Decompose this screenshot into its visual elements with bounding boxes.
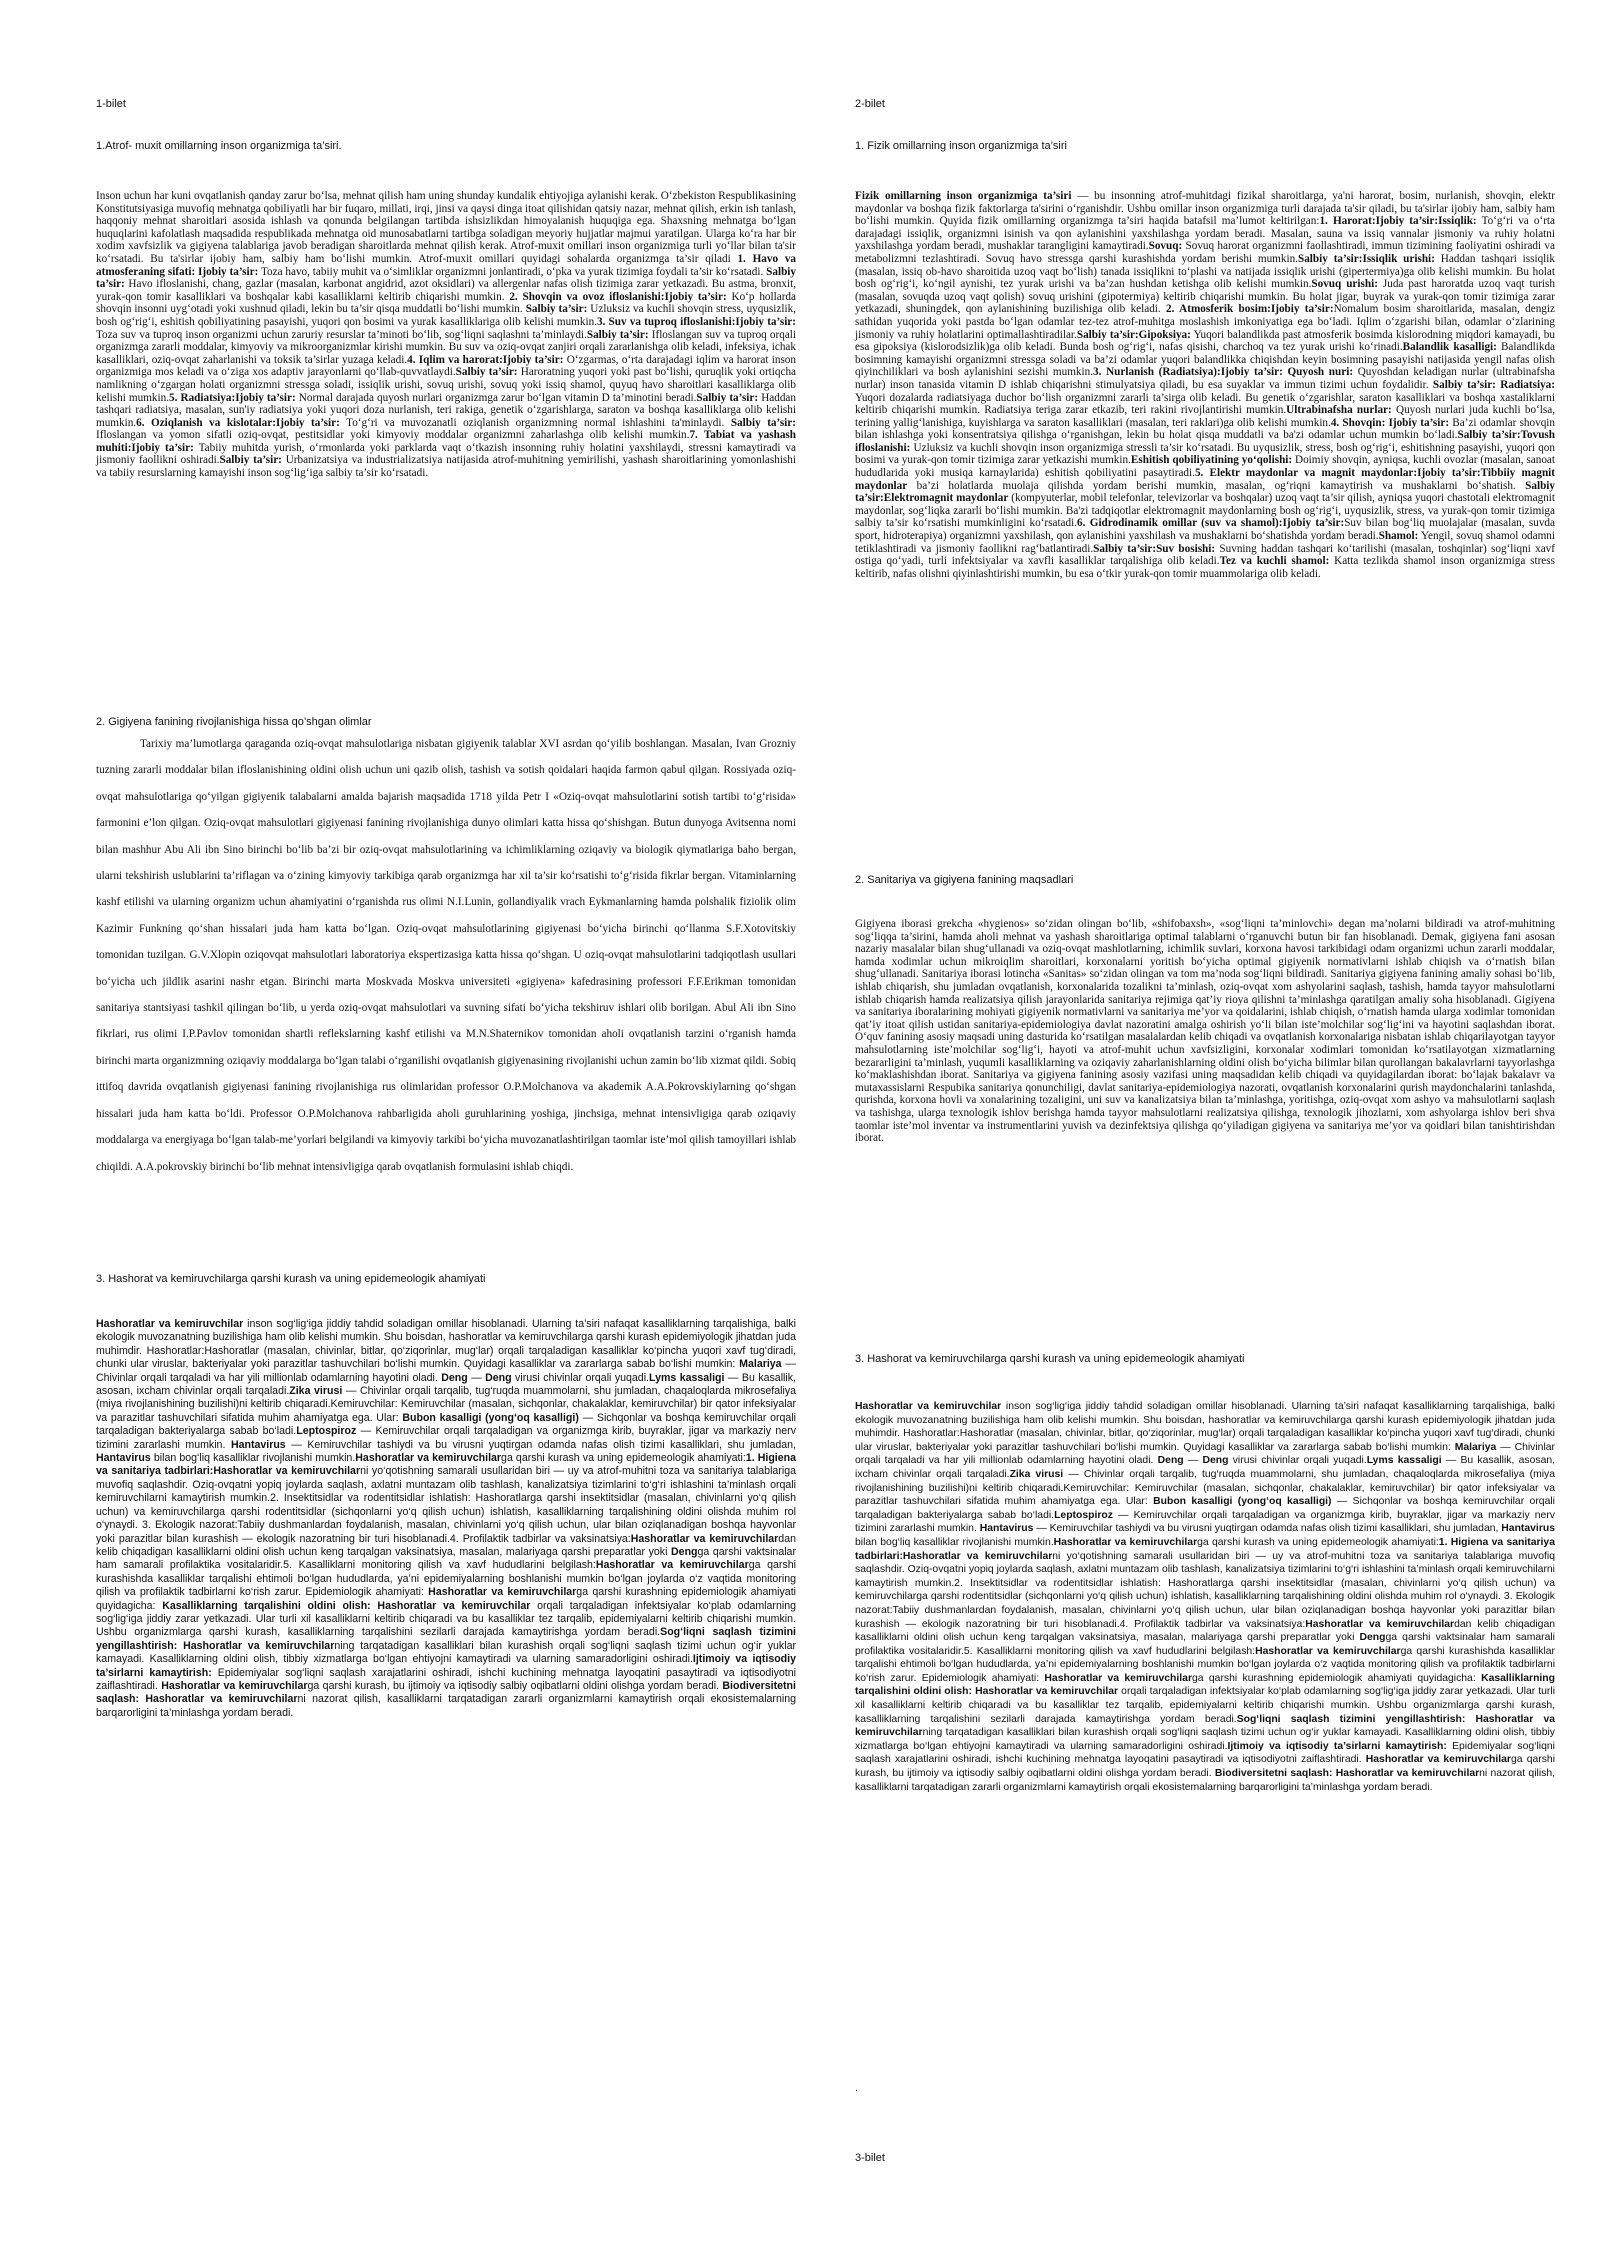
question-2-title: 2. Gigiyena fanining rivojlanishiga hissa qo’shgan olimlar (96, 716, 372, 728)
question-3-title: 3. Hashorat va kemiruvchilarga qarshi kurash va uning epidemeologik ahamiyati (855, 1353, 1245, 1365)
question-2-title: 2. Sanitariya va gigiyena fanining maqsadlari (855, 874, 1074, 886)
question-1-body: Fizik omillarning inson organizmiga ta’siri — bu insonning atrof-muhitdagi fizikal sharoitlarga, ya'ni harorat, bosim, nurlanish, shovqin, elektr maydonlar va boshqa fizik faktorlarga ta'sirini o‘rganishdir. Ushbu omillar inson organizmiga turli darajada ta'sir qiladi, bu ta'sirlar ijobiy ham, salbiy ham bo‘lishi mumkin. Quyida fizik omillarning organizmga ta’siri haqida batafsil ma’lumot keltirilgan:1. Harorat:Ijobiy ta’sir:Issiqlik: To‘g‘ri va o‘rta darajadagi issiqlik, organizmni isinish va qon aylanishini yaxshilashga yordam beradi. Masalan, sauna va issiq vannalar jismoniy va ruhiy holatni yaxshilashga yordam beradi, mushaklar tarangligini kamaytiradi.Sovuq: Sovuq harorat organizmni faollashtiradi, immun tizimining faoliyatini oshiradi va metabolizmni tezlashtiradi. Sovuq havo stressga qarshi kurashishda yordam berishi mumkin.Salbiy ta’sir:Issiqlik urishi: Haddan tashqari issiqlik (masalan, issiq ob-havo sharoitida uzoq vaqt bo‘lish) tanada issiqlikni to‘plashi va natijada issiqlik urishi (gipertermiya)ga olib kelishi mumkin. Bu holat bosh og‘rig‘i, ko‘ngil aynishi, tez yurak urishi va ba’zan hushdan ketishga olib kelishi mumkin.Sovuq urishi: Juda past haroratda uzoq vaqt turish (masalan, sovuqda uzoq vaqt qolish) sovuq urishini (gipotermiya) keltirib chiqarishi mumkin. Bu holat jigar, buyrak va yurak-qon tomir tizimiga zarar yetkazadi, shuningdek, qon aylanishining buzilishiga olib keladi. 2. Atmosferik bosim:Ijobiy ta’sir:Nomalum bosim sharoitlarida, masalan, dengiz sathidan yuqorida yoki pastda bo‘lgan odamlar tez-tez atrof-muhitga moslashish imkoniyatiga ega bo‘ladi. Iqlim o‘zgarishi bilan, odamlar o‘zlarining jismoniy va ruhiy holatlarini optimallashtiradilar.Salbiy ta’sir:Gipoksiya: Yuqori balandlikda past atmosferik bosimda kislorodning miqdori kamayadi, bu esa gipoksiya (kislorodsizlik)ga olib keladi. Bunda bosh og‘rig‘i, nafas qisishi, charchoq va tez yurak urishi ko‘rinadi.Balandlik kasalligi: Balandlikda bosimning kamayishi organizmni stressga soladi va ba’zi odamlar yuqori balandlikka chiqishdan keyin bosimning pasayishi natijasida yengil nafas olish qiyinchiliklari va bosh aylanishini sezishi mumkin.3. Nurlanish (Radiatsiya):Ijobiy ta’sir: Quyosh nuri: Quyoshdan keladigan nurlar (ultrabinafsha nurlar) inson tanasida vitamin D ishlab chiqarishni stimulyatsiya qiladi, bu esa suyaklar va immun tizimi uchun foydalidir. Salbiy ta’sir: Radiatsiya: Yuqori dozalarda radiatsiyaga duchor bo‘lish organizmni zararli ta’sirga olib keladi. Bu genetik o‘zgarishlar, saraton kasalliklari va boshqa xastaliklarni keltirib chiqarishi mumkin. Radiatsiya teriga zarar etkazib, teri rakini rivojlantirishi mumkin.Ultrabinafsha nurlar: Quyosh nurlari juda kuchli bo‘lsa, terining yallig‘lanishiga, kuyishlarga va saraton kasalliklari (masalan, teri raklari)ga olib kelishi mumkin.4. Shovqin: Ijobiy ta’sir: Ba’zi odamlar shovqin bilan ishlashga yoki konsentratsiya qilishga o‘rganishgan, lekin bu holat qisqa muddatli va ba'zi odamlar uchun mumkin bo‘ladi.Salbiy ta’sir:Tovush ifloslanishi: Uzluksiz va kuchli shovqin inson organizmiga stressli ta’sir ko‘rsatadi. Bu uyqusizlik, stress, bosh og‘rig‘i, eshitishning pasayishi, yuqori qon bosimi va yurak-qon tomir tizimiga zarar yetkazishi mumkin.Eshitish qobiliyatining yo‘qolishi: Doimiy shovqin, ayniqsa, kuchli ovozlar (masalan, sanoat hududlarida yoki musiqa karnaylarida) eshitish qobiliyatini pasaytiradi.5. Elektr maydonlar va magnit maydonlar:Ijobiy ta’sir:Tibbiiy magnit maydonlar ba’zi holatlarda muolaja qilishda yordam berishi mumkin, masalan, og‘riqni kamaytirish va mushaklarni bo‘shatish. Salbiy ta’sir:Elektromagnit maydonlar (kompyuterlar, mobil telefonlar, televizorlar va boshqalar) uzoq vaqt ta’sir qilish, ayniqsa yuqori chastotali elektromagnit maydonlar, sog‘liqka zararli bo‘lishi mumkin. Ba'zi tadqiqotlar elektromagnit maydonlarning bosh og‘rig‘i, uyqusizlik, stress, va yurak-qon tomir tizimiga salbiy ta’sir ko‘rsatishi mumkinligini ko‘rsatadi.6. Gidrodinamik omillar (suv va shamol):Ijobiy ta’sir:Suv bilan bog‘liq muolajalar (masalan, suvda sport, hidroterapiya) organizmni yaxshilash, qon aylanishini yaxshilash va mushaklarni bo‘shatishda yordam beradi.Shamol: Yengil, sovuq shamol odamni tetiklashtiradi va jismoniy faollikni rag‘batlantiradi.Salbiy ta’sir:Suv bosishi: Suvning haddan tashqari ko‘tarilishi (masalan, toshqinlar) sog‘liqni xavf ostiga qo‘yadi, turli infektsiyalar va xavfli kasalliklar tarqalishiga olib keladi.Tez va kuchli shamol: Katta tezlikda shamol inson organizmiga stress keltirib, nafas olishni qiyinlashtirishi mumkin, bu esa o‘tkir yurak-qon tomir muammolariga olib keladi. (855, 190, 1556, 580)
bilet-label-2: 2-bilet (855, 98, 885, 110)
question-1-title: 1.Atrof- muxit omillarning inson organizmiga ta’siri. (96, 140, 342, 152)
question-2-body: Tarixiy ma’lumotlarga qaraganda oziq-ovqat mahsulotlariga nisbatan gigiyenik talablar XVI asrdan qo‘yilib boshlangan. Masalan, Ivan Grozniy tuzning zararli moddalar bilan ifloslanishining oldini olish uchun uni qazib olish, tashish va sotish qoidalari haqida farmon qabul qilgan. Rossiyada oziq-ovqat mahsulotlariga qo‘yilgan gigiyenik talabalarni amalda bajarish maqsadida 1718 yilda Petr I «Oziq-ovqat mahsulotlarini sotish tartibi to‘g‘risida» farmonini e’lon qilgan. Oziq-ovqat mahsulotlari gigiyenasi fanining rivojlanishiga dunyo olimlari katta hissa qo‘shishgan. Butun dunyoga Avitsenna nomi bilan mashhur Abu Ali ibn Sino birinchi bo‘lib ba’zi bir oziq-ovqat mahsulotlarining va ichimliklarning oziqaviy va biologik qiymatlariga baho bergan, ularni tekshirish uslublarini ta’riflagan va o‘zining kimyoviy tarkibiga qarab organizmga har xil ta’sir ko‘rsatishi to‘g‘risida fikrlar bergan. Vitaminlarning kashf etilishi va ularning organizm uchun ahamiyatini o‘rganishda rus olimi N.I.Lunin, gollandiyalik vrach Eykmanlarning hamda polshalik fiziolik olim Kazimir Funkning qo‘shan hissalari juda ham katta bo‘lgan. Oziq-ovqat mahsulotlarining gigiyenasi bo‘yicha birinchi qo‘llanma S.F.Xotovitskiy tomonidan tuzilgan. G.V.Xlopin oziqovqat mahsulotlari laboratoriya ekspertizasiga katta hissa qo‘shgan. U oziq-ovqat mahsulotlarini tadqiqotlash usullari bo‘yicha uch jildlik asarini nashr etgan. Birinchi marta Moskvada Moskva universiteti «gigiyena» kafedrasining professori F.F.Erikman tomonidan sanitariya stantsiyasi tashkil qilingan bo‘lib, u yerda oziq-ovqat mahsulotlari va suvning sifati bo‘yicha tekshiruv ishlari olib borilgan. Abul Ali ibn Sino fikrlari, rus olimi I.P.Pavlov tomonidan shartli reflekslarning kashf etilishi va M.N.Shaternikov tomonidan aholi ovqatlanish tarzini o‘rganish hamda birinchi marta organizmning oziqaviy moddalarga bo‘lgan talabi o‘rganilishi ovqatlanish gigiyenasining rivojlanishi uchun zamin bo‘lib xizmat qildi. Sobiq ittifoq davrida ovqatlanish gigiyenasi fanining rivojlanishiga rus olimlaridan professor O.P.Molchanova va akademik A.A.Pokrovskiylarning qo‘shgan hissalari juda ham katta bo‘ldi. Professor O.P.Molchanova rahbarligida aholi guruhlarining yoshiga, jinchsiga, mehnat intensivligiga qarab oziqaviy moddalarga va energiyaga bo‘lgan talab-me’yorlari belgilandi va kimyoviy tarkibi bo‘yicha muvozanatlashtirilgan taomlar iste’mol qilish tamoyillari ishlab chiqildi. A.A.pokrovskiy birinchi bo‘lib mehnat intensivligiga qarab ovqatlanish formulasini ishlab chiqdi. (96, 738, 796, 1173)
stray-dot: . (855, 2082, 859, 2094)
bilet-label-1: 1-bilet (96, 98, 126, 110)
question-1-title: 1. Fizik omillarning inson organizmiga ta’siri (855, 140, 1067, 152)
question-2-body: Gigiyena iborasi grekcha «hygienos» so‘zidan olingan bo‘lib, «shifobaxsh», «sog‘liqni ta’minlovchi» degan ma’nolarni bildiradi va atrof-muhitning sog‘liqqa ta’sirini, hamda aholi mehnat va yashash sharoitlariga optimal talablarni o‘rganuvchi butun bir fan hisoblanadi. Demak, gigiyena fani asosan nazariy masalalar bilan shug‘ullanadi va oziq-ovqat mashlotlarning, ichimlik suvlari, korxona havosi tarkibidagi odam organizmi uchun zararli moddalar, hamda xodimlar uchun mikroiqlim sharoitlari, korxonalarni yoritish bo‘yicha optimal gigiyenik normativlarni ishlab chiqish va o‘rnatish bilan shug‘ullanadi. Sanitariya iborasi lotincha «Sanitas» so‘zidan olingan va tom ma’noda sog‘liqni bildiradi. Sanitariya gigiyena fanining amaliy sohasi bo‘lib, ishlab chiqarish, shu jumladan ovqatlanish, korxonalarida tozalikni ta’minlash, oziq-ovqat xom ashyolarini saqlash, tashish, hamda tayyor mahsulotlarni ishlab chiqarish hamda realizatsiya qilish jarayonlarida sanitariya rejimiga qat’iy rioya qilishni ta’minlashga qaratilgan amaliy soha hisoblanadi. Gigiyena va sanitariya iboralarining mohiyati gigiyenik normativlarni va sanitariya me’yor va qoidalarini, ishlab chiqish, o‘rnatish hamda ularga xodimlar tomonidan qat’iy itoat qilish ustidan sanitariya-epidemiologiya davlat nazoratini amalga oshirish yo‘li bilan iste’molchilar sog‘lig‘ini va hayotini saqlashdan iborat. O‘quv fanining asosiy maqsadi uning dasturida ko‘rsatilgan masalalardan kelib chiqadi va ovqatlanish korxonalariga nisbatan ishlab chiqarilayotgan tayyor mahsulotlarning iste’molchilar sog‘lig‘i, hayoti va atrof-muhit uchun xavfsizligini, korxonalar xodimlari tomonidan ko‘rsatilayotgan xizmatlarning bezararligini ta’minlash, yuqumli kasalliklarning va oziqaviy zaharlanishlarning oldini olish bo‘yicha bilimlar bilan qurollangan bakalavrlarni tayyorlashga ko‘maklashishdan iborat. Sanitariya va gigiyena fanining asosiy vazifasi uning maqsadidan kelib chiqadi va quyidagilardan iborat: bo‘lajak bakalavr va mutaxassislarni Respubika sanitariya qonunchiligi, davlat sanitariya-epidemiologiya nazorati, ovqatlanish korxonalarini qurish maydonchalarini tanlashda, qurishda, korxona hovli va xonalarining tozaligini, uni suv va kanalizatsiya bilan ta’minlashga, yoritishga, oziq-ovqat xom ashyo va mahsulotlarni saqlash va tashishga, ularga texnologik ishlov berishga hamda tayyor mahsulotlarni realizatsiya qilishga, texnologik jihozlarni, xom ashyolarga ishlov beri shva taomlar iste’mol inventar va instrumentlarini yuvish va dezinfektsiya qilishga qo‘yiladigan gigiyena va sanitariya me’yor va qoidlari bilan tanishtirishdan iborat. (855, 918, 1555, 1145)
question-3-title: 3. Hashorat va kemiruvchilarga qarshi kurash va uning epidemeologik ahamiyati (96, 1273, 486, 1285)
question-3-body: Hashoratlar va kemiruvchilar inson sog‘lig‘iga jiddiy tahdid soladigan omillar hisoblanadi. Ularning ta’siri nafaqat kasalliklarning tarqalishiga, balki ekologik muvozanatning buzilishiga ham olib kelishi mumkin. Shu boisdan, hashoratlar va kemiruvchilarga qarshi kurash epidemiyologik jihatdan juda muhimdir. Hashoratlar:Hashoratlar (masalan, chivinlar, bitlar, qo‘ziqorinlar, mug‘lar) orqali tarqaladigan kasalliklar ko‘pincha yuqori xavf tug‘diradi, chunki ular viruslar, bakteriyalar yoki parazitlar tashuvchilari bo‘lishi mumkin. Quyidagi kasalliklar va zararlarga sabab bo‘lishi mumkin: Malariya — Chivinlar orqali tarqaladi va har yili millionlab odamlarning hayotini oladi. Deng — Deng virusi chivinlar orqali yuqadi.Lyms kassaligi — Bu kasallik, asosan, ixcham chivinlar orqali tarqaladi.Zika virusi — Chivinlar orqali tarqalib, tug‘ruqda muammolarni, shu jumladan, chaqaloqlarda mikrosefaliya (miya rivojlanishining buzilishi)ni keltirib chiqaradi.Kemiruvchilar: Kemiruvchilar (masalan, sichqonlar, chakalaklar, kemiruvchilar) bir qator infeksiyalar va parazitlar tashuvchilari sifatida muhim ahamiyatga ega. Ular: Bubon kasalligi (yong‘oq kasalligi) — Sichqonlar va boshqa kemiruvchilar orqali tarqaladigan bakteriyalarga sabab bo‘ladi.Leptospiroz — Kemiruvchilar orqali tarqaladigan va organizmga kirib, buyraklar, jigar va markaziy nerv tizimini zararlashi mumkin. Hantavirus — Kemiruvchilar tashiydi va bu virusni yuqtirgan odamda nafas olish tizimi kasalliklari, shu jumladan, Hantavirus bilan bog‘liq kasalliklar rivojlanishi mumkin.Hashoratlar va kemiruvchilarga qarshi kurash va uning epidemeologik ahamiyati:1. Higiena va sanitariya tadbirlari:Hashoratlar va kemiruvchilarni yo‘qotishning samarali usullaridan biri — uy va atrof-muhitni toza va sanitariya talablariga muvofiq saqlashdir. Oziq-ovqatni yopiq joylarda saqlash, axlatni muntazam olib tashlash, kanalizatsiya tizimlarini to‘g‘ri ishlashini ta’minlash orqali kemiruvchilarni kamaytirish mumkin.2. Insektitsidlar va rodentitsidlar ishlatish: Hashoratlarga qarshi insektitsidlar (masalan, chivinlarni yo‘q qilish uchun) va kemiruvchilarga qarshi rodentitsidlar (sichqonlarni yo‘q qilish uchun) ishlatish, kasalliklarning tarqalishining oldini olishda muhim rol o‘ynaydi. 3. Ekologik nazorat:Tabiiy dushmanlardan foydalanish, masalan, chivinlarni yo‘q qilish uchun, ular bilan oziqlanadigan boshqa hayvonlar yoki parazitlar bilan kurashish — ekologik nazoratning bir turi hisoblanadi.4. Profilaktik tadbirlar va vaksinatsiya:Hashoratlar va kemiruvchilardan kelib chiqadigan kasalliklarni oldini olish uchun keng tarqalgan vaksinatsiya, masalan, malariyaga qarshi preparatlar yoki Dengga qarshi vaktsinalar ham samarali profilaktika vositalaridir.5. Kasalliklarni monitoring qilish va xavf hududlarini belgilash:Hashoratlar va kemiruvchilarga qarshi kurashishda kasalliklar tarqalishi ehtimoli bo‘lgan hududlarda, ya’ni epidemiyalarning boshlanishi mumkin bo‘lgan joylarda o‘z vaqtida monitoring qilish va profilaktik tadbirlarni ko‘rish zarur. Epidemiologik ahamiyati: Hashoratlar va kemiruvchilarga qarshi kurashning epidemiologik ahamiyati quyidagicha: Kasalliklarning tarqalishini oldini olish: Hashoratlar va kemiruvchilar orqali tarqaladigan infektsiyalar ko‘plab odamlarning sog‘lig‘iga jiddiy zarar yetkazadi. Ular turli xil kasalliklarni keltirib chiqaradi va bu kasalliklar tez tarqalib, epidemiyalarni keltirib chiqarishi mumkin. Ushbu organizmlarga qarshi kurash, kasalliklarning tarqalishini sezilarli darajada kamaytirishga yordam beradi.Sog‘liqni saqlash tizimini yengillashtirish: Hashoratlar va kemiruvchilarning tarqatadigan kasalliklari bilan kurashish orqali sog‘liqni saqlash tizimi uchun og‘ir yuklar kamayadi. Kasalliklarning oldini olish, tibbiy xizmatlarga bo‘lgan ehtiyojni kamaytiradi va ularning samaradorligini oshiradi.Ijtimoiy va iqtisodiy ta’sirlarni kamaytirish: Epidemiyalar sog‘liqni saqlash xarajatlarini oshiradi, ishchi kuchining mehnatga layoqatini pasaytiradi va iqtisodiyotni zaiflashtiradi. Hashoratlar va kemiruvchilarga qarshi kurash, bu ijtimoiy va iqtisodiy salbiy oqibatlarni oldini olishga yordam beradi. Biodiversitetni saqlash: Hashoratlar va kemiruvchilarni nazorat qilish, kasalliklarni tarqatadigan zararli organizmlarni kamaytirish orqali ekosistemalarning barqarorligini ta’minlashga yordam beradi. (96, 1318, 797, 1719)
question-1-body: Inson uchun har kuni ovqatlanish qanday zarur bo‘lsa, mehnat qilish ham uning shunday kundalik ehtiyojiga aylanishi kerak. O‘zbekiston Respublikasining Konstitutsiyasiga muvofiq mehnatga qobiliyatli har bir fuqaro, millati, irqi, jinsi va qaysi dinga itoat qilishidan qatsiy nazar, mehnat qilish, erkin ish tanlash, haqqoniy mehnat sharoitlari asosida ishlash va qonunda belgilangan tartibda ishsizlikdan himoyalanish huquqiga ega. Shaxsning mehnatga bo‘lgan huquqlarini kafolatlash maqsadida respublikada mehnatga oid munosabatlarni tartibga soladigan meyoriy hujjatlar majmui yaratilgan. Ularga ko‘ra har bir xodim xavfsizlik va gigiyena talablariga javob beradigan sharoitlarda mehnat qilish kerak. Atrof-muxit omillari inson organizmiga turli yo‘llar bilan ta'sir ko‘rsatadi. Bu ta'sirlar ijobiy ham, salbiy ham bo‘lishi mumkin. Atrof-muxit omillari quyidagi sohalarda organizmga ta’sir qiladi 1. Havo va atmosferaning sifati: Ijobiy ta’sir: Toza havo, tabiiy muhit va o‘simliklar organizmni jonlantiradi, o‘pka va yurak tizimiga foydali ta’sir ko‘rsatadi. Salbiy ta’sir: Havo ifloslanishi, chang, gazlar (masalan, karbonat angidrid, azot oksidlari) va allergenlar nafas olish tizimiga zarar yetkazadi. Bu astma, bronxit, yurak-qon tomir kasalliklari va boshqalar kabi kasalliklarni keltirib chiqarishi mumkin. 2. Shovqin va ovoz ifloslanishi:Ijobiy ta’sir: Ko‘p hollarda shovqin insonni uyg‘otadi yoki xushnud qiladi, lekin bu ta’sir qisqa muddatli bo‘lishi mumkin. Salbiy ta’sir: Uzluksiz va kuchli shovqin stress, uyqusizlik, bosh og‘rig‘i, eshitish qobiliyatining pasayishi, yuqori qon bosimi va yurak kasalliklariga olib kelishi mumkin.3. Suv va tuproq ifloslanishi:Ijobiy ta’sir: Toza suv va tuproq inson organizmi uchun zaruriy resurslar ta’minoti bo‘lib, sog‘liqni saqlashni ta’minlaydi.Salbiy ta’sir: Ifloslangan suv va tuproq orqali organizmga zararli moddalar, kimyoviy va mikroorganizmlar kirishi mumkin. Bu suv va oziq-ovqat zanjiri orqali zararlanishga olib keladi, infeksiya, ichak kasalliklari, oziq-ovqat zaharlanishi va toksik ta’sirlar yuzaga keladi.4. Iqlim va harorat:Ijobiy ta’sir: O‘zgarmas, o‘rta darajadagi iqlim va harorat inson organizmiga mos keladi va o‘ziga xos adaptiv jarayonlarni qo‘llab-quvvatlaydi.Salbiy ta’sir: Haroratning yuqori yoki past bo‘lishi, quruqlik yoki ortiqcha namlikning o‘zgargan holati organizmni stressga soladi, issiqlik urishi, sovuq urishi, sovuq yoki issiq shamol, quyuq havo sharoitlari kasalliklarga olib kelishi mumkin.5. Radiatsiya:Ijobiy ta’sir: Normal darajada quyosh nurlari organizmga zarur bo‘lgan vitamin D ta’minotini beradi.Salbiy ta’sir: Haddan tashqari radiatsiya, masalan, sun'iy radiatsiya yoki yuqori doza nurlanish, teri rakiga, genetik o‘zgarishlarga, saraton va boshqa kasalliklarga olib kelishi mumkin.6. Oziqlanish va kislotalar:Ijobiy ta’sir: To‘g‘ri va muvozanatli oziqlanish organizmning normal ishlashini ta'minlaydi. Salbiy ta’sir: Ifloslangan va yomon sifatli oziq-ovqat, pestitsidlar yoki kimyoviy moddalar organizmni zaharlashga olib kelishi mumkin.7. Tabiat va yashash muhiti:Ijobiy ta’sir: Tabiiy muhitda yurish, o‘rmonlarda yoki parklarda vaqt o‘tkazish insonning ruhiy holatini yaxshilaydi, stressni kamaytiradi va jismoniy faollikni oshiradi.Salbiy ta’sir: Urbanizatsiya va industrializatsiya natijasida atrof-muhitning yemirilishi, yashash sharoitlarining yomonlashishi va tabiiy resurslarning kamayishi inson sog‘lig‘iga salbiy ta’sir ko‘rsatadi. (96, 190, 797, 480)
question-3-body: Hashoratlar va kemiruvchilar inson sog‘lig‘iga jiddiy tahdid soladigan omillar hisoblanadi. Ularning ta’siri nafaqat kasalliklarning tarqalishiga, balki ekologik muvozanatning buzilishiga ham olib kelishi mumkin. Shu boisdan, hashoratlar va kemiruvchilarga qarshi kurash epidemiyologik jihatdan juda muhimdir. Hashoratlar:Hashoratlar (masalan, chivinlar, bitlar, qo‘ziqorinlar, mug‘lar) orqali tarqaladigan kasalliklar ko‘pincha yuqori xavf tug‘diradi, chunki ular viruslar, bakteriyalar yoki parazitlar tashuvchilari bo‘lishi mumkin. Quyidagi kasalliklar va zararlarga sabab bo‘lishi mumkin: Malariya — Chivinlar orqali tarqaladi va har yili millionlab odamlarning hayotini oladi. Deng — Deng virusi chivinlar orqali yuqadi.Lyms kassaligi — Bu kasallik, asosan, ixcham chivinlar orqali tarqaladi.Zika virusi — Chivinlar orqali tarqalib, tug‘ruqda muammolarni, shu jumladan, chaqaloqlarda mikrosefaliya (miya rivojlanishining buzilishi)ni keltirib chiqaradi.Kemiruvchilar: Kemiruvchilar (masalan, sichqonlar, chakalaklar, kemiruvchilar) bir qator infeksiyalar va parazitlar tashuvchilari sifatida muhim ahamiyatga ega. Ular: Bubon kasalligi (yong‘oq kasalligi) — Sichqonlar va boshqa kemiruvchilar orqali tarqaladigan bakteriyalarga sabab bo‘ladi.Leptospiroz — Kemiruvchilar orqali tarqaladigan va organizmga kirib, buyraklar, jigar va markaziy nerv tizimini zararlashi mumkin. Hantavirus — Kemiruvchilar tashiydi va bu virusni yuqtirgan odamda nafas olish tizimi kasalliklari, shu jumladan, Hantavirus bilan bog‘liq kasalliklar rivojlanishi mumkin.Hashoratlar va kemiruvchilarga qarshi kurash va uning epidemeologik ahamiyati:1. Higiena va sanitariya tadbirlari:Hashoratlar va kemiruvchilarni yo‘qotishning samarali usullaridan biri — uy va atrof-muhitni toza va sanitariya talablariga muvofiq saqlashdir. Oziq-ovqatni yopiq joylarda saqlash, axlatni muntazam olib tashlash, kanalizatsiya tizimlarini to‘g‘ri ishlashini ta’minlash orqali kemiruvchilarni kamaytirish mumkin.2. Insektitsidlar va rodentitsidlar ishlatish: Hashoratlarga qarshi insektitsidlar (masalan, chivinlarni yo‘q qilish uchun) va kemiruvchilarga qarshi rodentitsidlar (sichqonlarni yo‘q qilish uchun) ishlatish, kasalliklarning tarqalishining oldini olishda muhim rol o‘ynaydi. 3. Ekologik nazorat:Tabiiy dushmanlardan foydalanish, masalan, chivinlarni yo‘q qilish uchun, ular bilan oziqlanadigan boshqa hayvonlar yoki parazitlar bilan kurashish — ekologik nazoratning bir turi hisoblanadi.4. Profilaktik tadbirlar va vaksinatsiya:Hashoratlar va kemiruvchilardan kelib chiqadigan kasalliklarni oldini olish uchun keng tarqalgan vaksinatsiya, masalan, malariyaga qarshi preparatlar yoki Dengga qarshi vaktsinalar ham samarali profilaktika vositalaridir.5. Kasalliklarni monitoring qilish va xavf hududlarini belgilash:Hashoratlar va kemiruvchilarga qarshi kurashishda kasalliklar tarqalishi ehtimoli bo‘lgan hududlarda, ya’ni epidemiyalarning boshlanishi mumkin bo‘lgan joylarda o‘z vaqtida monitoring qilish va profilaktik tadbirlarni ko‘rish zarur. Epidemiologik ahamiyati: Hashoratlar va kemiruvchilarga qarshi kurashning epidemiologik ahamiyati quyidagicha: Kasalliklarning tarqalishini oldini olish: Hashoratlar va kemiruvchilar orqali tarqaladigan infektsiyalar ko‘plab odamlarning sog‘lig‘iga jiddiy zarar yetkazadi. Ular turli xil kasalliklarni keltirib chiqaradi va bu kasalliklar tez tarqalib, epidemiyalarni keltirib chiqarishi mumkin. Ushbu organizmlarga qarshi kurash, kasalliklarning tarqalishini sezilarli darajada kamaytirishga yordam beradi.Sog‘liqni saqlash tizimini yengillashtirish: Hashoratlar va kemiruvchilarning tarqatadigan kasalliklari bilan kurashish orqali sog‘liqni saqlash tizimi uchun og‘ir yuklar kamayadi. Kasalliklarning oldini olish, tibbiy xizmatlarga bo‘lgan ehtiyojni kamaytiradi va ularning samaradorligini oshiradi.Ijtimoiy va iqtisodiy ta’sirlarni kamaytirish: Epidemiyalar sog‘liqni saqlash xarajatlarini oshiradi, ishchi kuchining mehnatga layoqatini pasaytiradi va iqtisodiyotni zaiflashtiradi. Hashoratlar va kemiruvchilarga qarshi kurash, bu ijtimoiy va iqtisodiy salbiy oqibatlarni oldini olishga yordam beradi. Biodiversitetni saqlash: Hashoratlar va kemiruvchilarni nazorat qilish, kasalliklarni tarqatadigan zararli organizmlarni kamaytirish orqali ekosistemalarning barqarorligini ta’minlashga yordam beradi. (855, 1401, 1556, 1793)
bilet-label-3: 3-bilet (855, 2152, 885, 2164)
